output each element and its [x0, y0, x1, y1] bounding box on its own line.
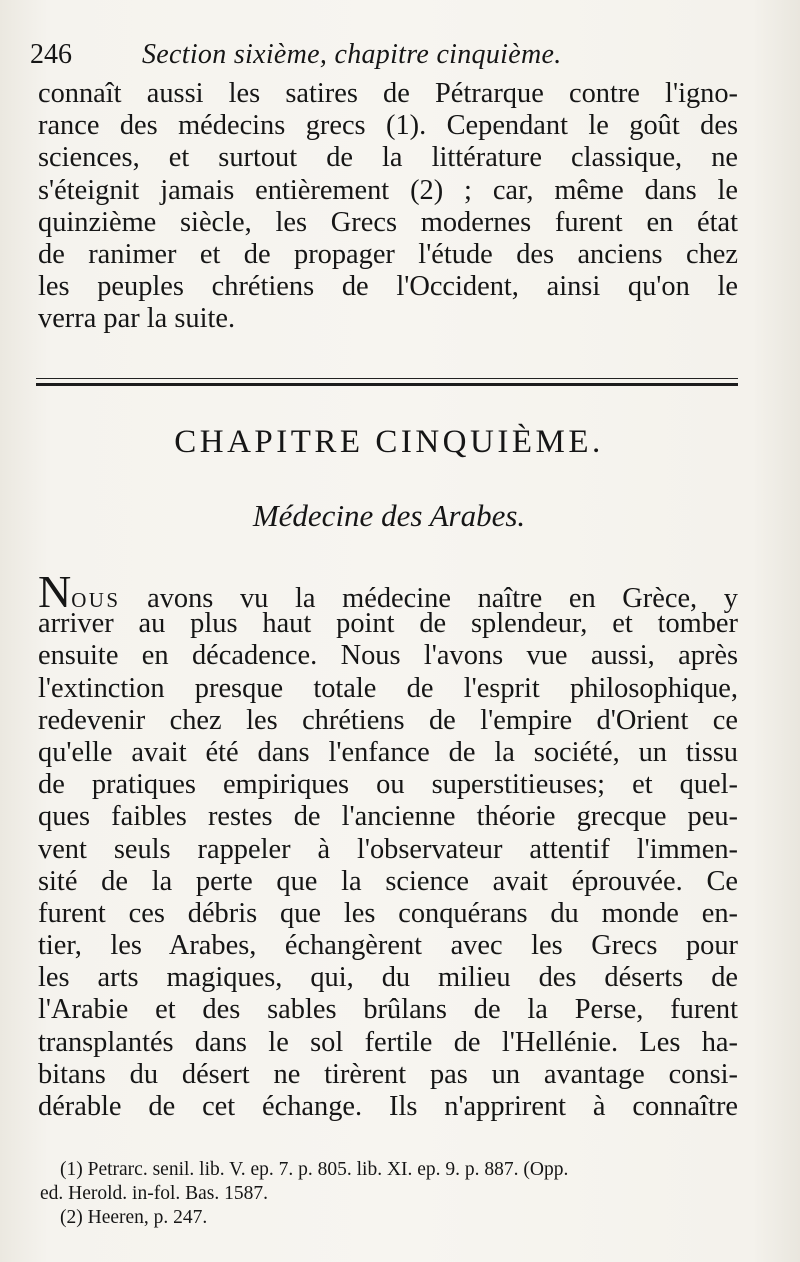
section-divider-thin — [36, 378, 738, 379]
footnote-1-line-1: (1) Petrarc. senil. lib. V. ep. 7. p. 805. lib. XI. ep. 9. p. 887. (Opp. — [60, 1159, 569, 1180]
running-title: Section sixième, chapitre cinquième. — [142, 39, 562, 70]
section-divider-thick — [36, 383, 738, 386]
text-line: qu'elle avait été dans l'enfance de la société, un tissu — [38, 736, 738, 768]
footnotes — [40, 1158, 740, 1230]
text-line: de pratiques empiriques ou superstitieuses; et quel- — [38, 769, 738, 801]
text-line: sité de la perte que la science avait éprouvée. Ce — [38, 865, 738, 897]
text-line: dérable de cet échange. Ils n'apprirent à connaître — [38, 1091, 738, 1122]
text-line: arriver au plus haut point de splendeur, et tomber — [38, 608, 738, 640]
chapter-heading: CHAPITRE CINQUIÈME. — [174, 424, 604, 460]
chapter-paragraph — [38, 566, 738, 1123]
text-line: s'éteignit jamais entièrement (2) ; car, même dans le — [38, 174, 738, 206]
footnote-2: (2) Heeren, p. 247. — [60, 1207, 208, 1228]
text-line: redevenir chez les chrétiens de l'empire d'Orient ce — [38, 704, 738, 736]
text-line: connaît aussi les satires de Pétrarque contre l'igno- — [38, 78, 738, 109]
text-line: furent ces débris que les conquérans du monde en- — [38, 897, 738, 929]
running-header — [30, 34, 750, 76]
text-line: ensuite en décadence. Nous l'avons vue aussi, après — [38, 640, 738, 672]
text-line: rance des médecins grecs (1). Cependant le goût des — [38, 110, 738, 142]
text-line: sciences, et surtout de la littérature classique, ne — [38, 142, 738, 174]
first-line-rest: avons vu la médecine naître en Grèce, y — [120, 583, 738, 614]
chapter-subtitle: Médecine des Arabes. — [252, 498, 526, 533]
text-line: tier, les Arabes, échangèrent avec les Grecs pour — [38, 930, 738, 962]
text-line: verra par la suite. — [38, 303, 236, 335]
footnote-1-line-2: ed. Herold. in-fol. Bas. 1587. — [40, 1183, 269, 1204]
text-line: de ranimer et de propager l'étude des anciens chez — [38, 238, 738, 270]
drop-cap: N — [38, 566, 72, 617]
first-text-line — [38, 566, 738, 617]
text-line: ques faibles restes de l'ancienne théorie grecque peu- — [38, 801, 738, 833]
continuation-paragraph — [38, 78, 738, 336]
text-line: transplantés dans le sol fertile de l'Hellénie. Les ha- — [38, 1026, 738, 1058]
small-caps-word: OUS — [71, 588, 121, 612]
page-number: 246 — [30, 39, 72, 70]
text-line: les arts magiques, qui, du milieu des déserts de — [38, 962, 738, 994]
text-line: les peuples chrétiens de l'Occident, ainsi qu'on le — [38, 271, 738, 303]
text-line: quinzième siècle, les Grecs modernes furent en état — [38, 206, 738, 238]
text-line: bitans du désert ne tirèrent pas un avantage consi- — [38, 1058, 738, 1090]
text-line: l'Arabie et des sables brûlans de la Perse, furent — [38, 994, 738, 1026]
text-line: l'extinction presque totale de l'esprit philosophique, — [38, 672, 738, 704]
text-line: vent seuls rappeler à l'observateur attentif l'immen- — [38, 833, 738, 865]
